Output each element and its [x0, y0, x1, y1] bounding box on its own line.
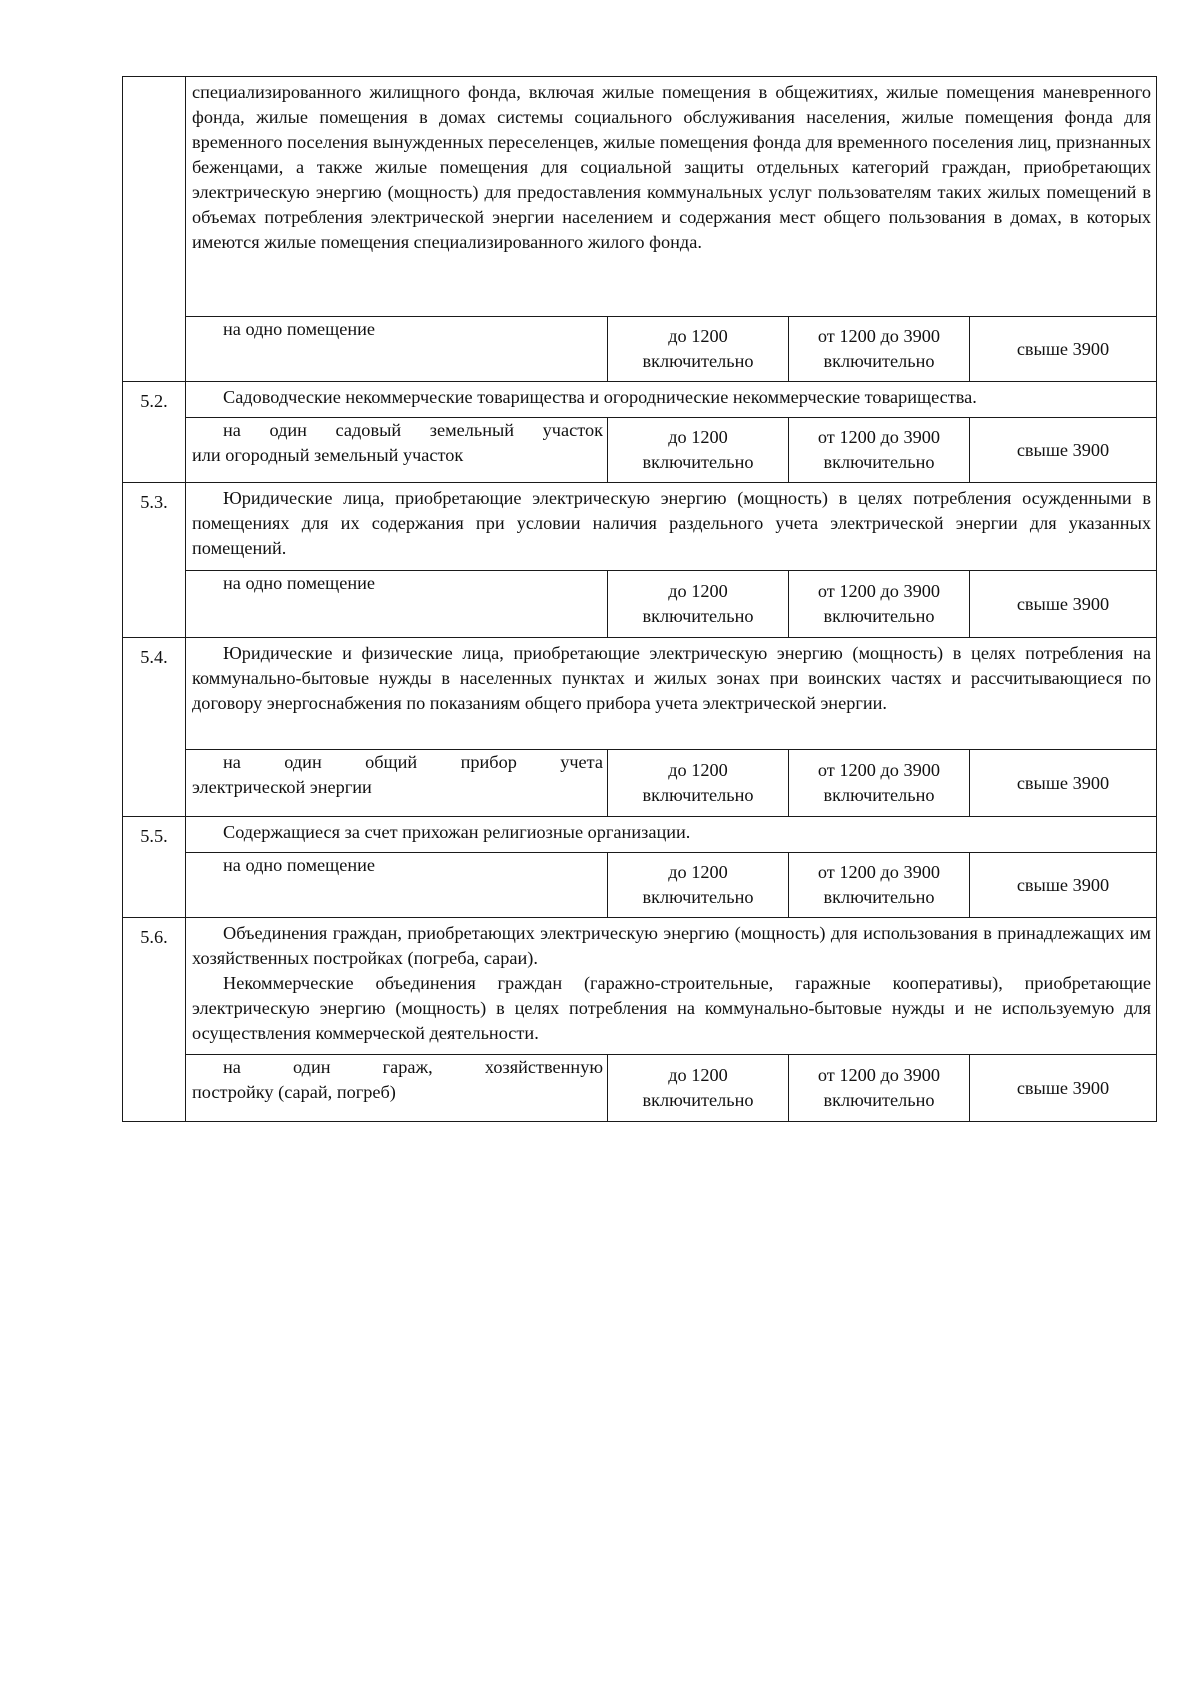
section-number-cell: 5.3. [123, 483, 186, 638]
range-3-cell: свыше 3900 [970, 853, 1157, 918]
sub-row [123, 418, 1157, 483]
sub-row [123, 853, 1157, 918]
range-1-cell: до 1200 включительно [608, 853, 789, 918]
section-number-cell: 5.5. [123, 817, 186, 918]
range-3-cell: свыше 3900 [970, 418, 1157, 483]
unit-label: на одно помещение [186, 571, 608, 638]
section-description [186, 77, 1157, 317]
section-row-continued [123, 77, 1157, 317]
range-1-cell: до 1200 включительно [608, 1055, 789, 1122]
section-number-cell: 5.4. [123, 638, 186, 817]
range-1-cell: до 1200 включительно [608, 418, 789, 483]
range-2-cell: от 1200 до 3900 включительно [789, 571, 970, 638]
range-3-cell: свыше 3900 [970, 571, 1157, 638]
sub-row [123, 317, 1157, 382]
range-2-cell: от 1200 до 3900 включительно [789, 418, 970, 483]
description-paragraph: Некоммерческие объединения граждан (гаражно-строительные, гаражные кооперативы), приобретающие электрическую энергию (мощность) в целях потребления на коммунально-бытовые нужды и не используемую для осуществления коммерческой деятельности. [192, 973, 1151, 1043]
section-description [186, 817, 1157, 853]
unit-label: на один гараж, хозяйственную постройку (сарай, погреб) [186, 1055, 608, 1122]
section-row-5-5 [123, 817, 1157, 853]
section-description [186, 382, 1157, 418]
range-2-cell: от 1200 до 3900 включительно [789, 1055, 970, 1122]
range-1-cell: до 1200 включительно [608, 571, 789, 638]
section-row-5-4 [123, 638, 1157, 750]
range-2-cell: от 1200 до 3900 включительно [789, 750, 970, 817]
section-number-cell [123, 77, 186, 382]
section-row-5-6 [123, 918, 1157, 1055]
range-1-cell: до 1200 включительно [608, 317, 789, 382]
range-3-cell: свыше 3900 [970, 1055, 1157, 1122]
unit-label: на один общий прибор учета электрической энергии [186, 750, 608, 817]
description-paragraph: Садоводческие некоммерческие товарищества и огороднические некоммерческие товарищества. [223, 387, 977, 407]
section-number-cell: 5.6. [123, 918, 186, 1122]
description-paragraph: Юридические и физические лица, приобретающие электрическую энергию (мощность) в целях потребления на коммунально-бытовые нужды в населенных пунктах и жилых зонах при воинских частях и рассчитывающиеся по договору энергоснабжения по показаниям общего прибора учета электрической энергии. [192, 643, 1151, 713]
section-row-5-3 [123, 483, 1157, 571]
sub-row [123, 571, 1157, 638]
range-1-cell: до 1200 включительно [608, 750, 789, 817]
range-2-cell: от 1200 до 3900 включительно [789, 853, 970, 918]
sub-row [123, 1055, 1157, 1122]
unit-label: на одно помещение [186, 853, 608, 918]
section-number-cell: 5.2. [123, 382, 186, 483]
unit-label: на один садовый земельный участок или огородный земельный участок [186, 418, 608, 483]
section-description [186, 918, 1157, 1055]
description-paragraph: специализированного жилищного фонда, включая жилые помещения в общежитиях, жилые помещения маневренного фонда, жилые помещения в домах системы социального обслуживания населения, жилые помещения фонда для временного поселения вынужденных переселенцев, жилые помещения фонда для временного поселения лиц, признанных беженцами, а также жилые помещения для социальной защиты отдельных категорий граждан, приобретающих электрическую энергию (мощность) для предоставления коммунальных услуг пользователям таких жилых помещений в объемах потребления электрической энергии населением и содержания мест общего пользования в домах, в которых имеются жилые помещения специализированного жилого фонда. [192, 82, 1151, 252]
description-paragraph: Объединения граждан, приобретающих электрическую энергию (мощность) для использования в принадлежащих им хозяйственных постройках (погреба, сараи). [192, 923, 1151, 968]
range-3-cell: свыше 3900 [970, 317, 1157, 382]
sub-row [123, 750, 1157, 817]
section-description [186, 638, 1157, 750]
tariff-table [122, 76, 1157, 1122]
section-row-5-2 [123, 382, 1157, 418]
range-3-cell: свыше 3900 [970, 750, 1157, 817]
unit-label: на одно помещение [186, 317, 608, 382]
section-description [186, 483, 1157, 571]
description-paragraph: Содержащиеся за счет прихожан религиозные организации. [223, 822, 691, 842]
description-paragraph: Юридические лица, приобретающие электрическую энергию (мощность) в целях потребления осужденными в помещениях для их содержания при условии наличия раздельного учета электрической энергии для указанных помещений. [192, 488, 1151, 558]
range-2-cell: от 1200 до 3900 включительно [789, 317, 970, 382]
